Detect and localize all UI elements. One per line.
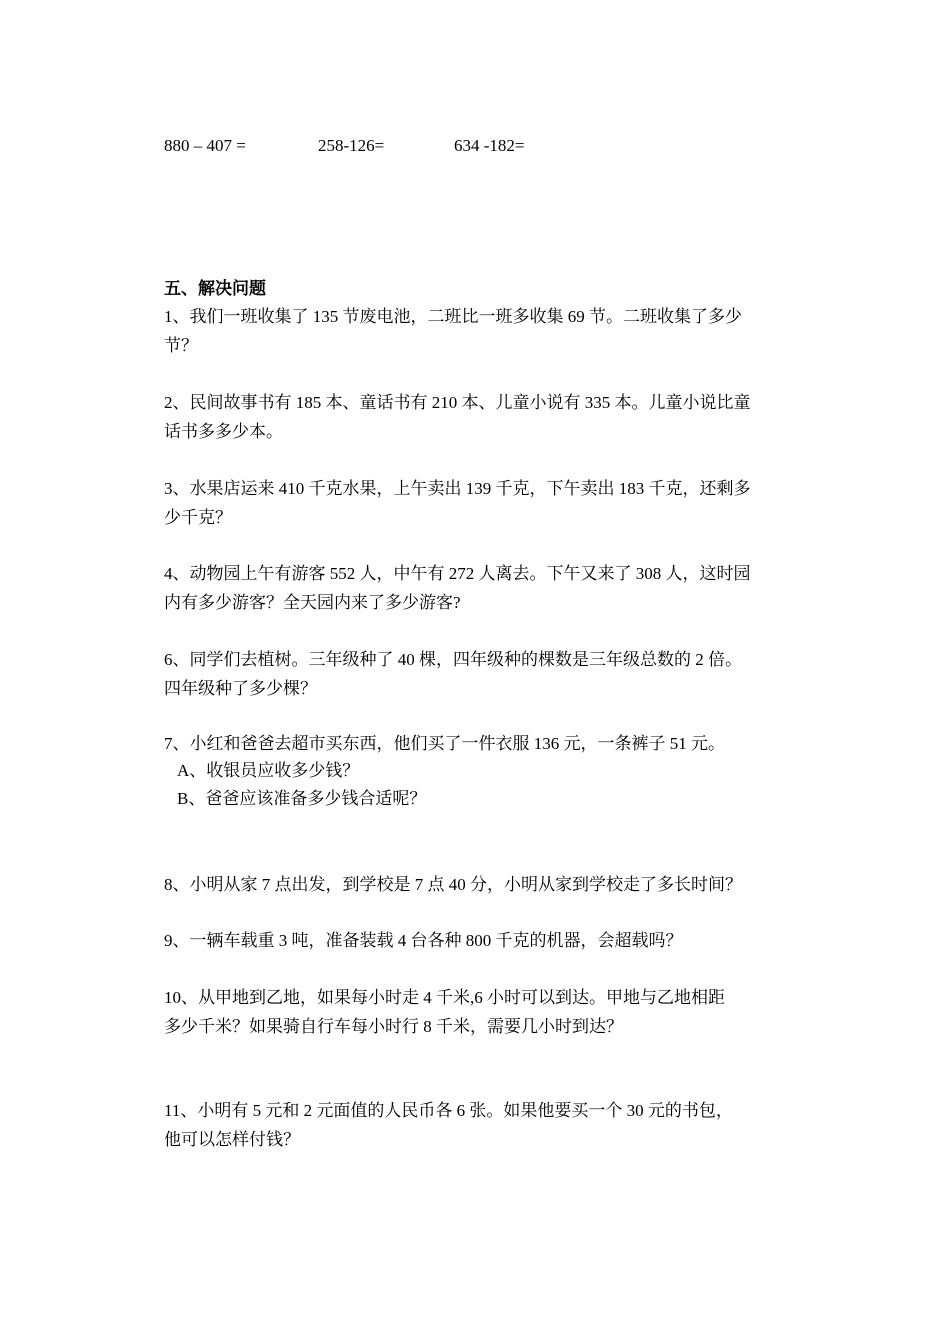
calculation-1: 880 – 407 = xyxy=(164,136,246,155)
calculation-2: 258-126= xyxy=(318,136,385,155)
calculation-3: 634 -182= xyxy=(454,136,525,155)
problem-6-line-1: 6、同学们去植树。三年级种了 40 棵，四年级种的棵数是三年级总数的 2 倍。 xyxy=(164,650,742,669)
problem-4-line-2: 内有多少游客？全天园内来了多少游客? xyxy=(164,593,461,612)
problem-8-line-1: 8、小明从家 7 点出发，到学校是 7 点 40 分，小明从家到学校走了多长时间？ xyxy=(164,875,742,894)
problem-6-line-2: 四年级种了多少棵？ xyxy=(164,679,317,698)
problem-4-line-1: 4、动物园上午有游客 552 人，中午有 272 人离去。下午又来了 308 人，这时园 xyxy=(164,564,751,583)
problem-11-line-2: 他可以怎样付钱？ xyxy=(164,1130,300,1149)
problem-10-line-2: 多少千米？如果骑自行车每小时行 8 千米，需要几小时到达？ xyxy=(164,1017,623,1036)
problem-7-part-a: A、收银员应收多少钱？ xyxy=(177,761,360,780)
problem-2-line-1: 2、民间故事书有 185 本、童话书有 210 本、儿童小说有 335 本。儿童小说比童 xyxy=(164,393,751,412)
problem-7-part-b: B、爸爸应该准备多少钱合适呢？ xyxy=(177,789,427,808)
section-title: 五、解决问题 xyxy=(164,279,266,298)
problem-1-line-1: 1、我们一班收集了 135 节废电池，二班比一班多收集 69 节。二班收集了多少 xyxy=(164,307,742,326)
problem-9-line-1: 9、一辆车载重 3 吨，准备装载 4 台各种 800 千克的机器，会超载吗？ xyxy=(164,931,683,950)
problem-3-line-2: 少千克？ xyxy=(164,508,232,527)
problem-10-line-1: 10、从甲地到乙地，如果每小时走 4 千米,6 小时可以到达。甲地与乙地相距 xyxy=(164,988,725,1007)
problem-11-line-1: 11、小明有 5 元和 2 元面值的人民币各 6 张。如果他要买一个 30 元的书包， xyxy=(164,1101,733,1120)
problem-3-line-1: 3、水果店运来 410 千克水果，上午卖出 139 千克，下午卖出 183 千克，还剩多 xyxy=(164,479,751,498)
problem-7-line-1: 7、小红和爸爸去超市买东西，他们买了一件衣服 136 元，一条裤子 51 元。 xyxy=(164,734,725,753)
problem-2-line-2: 话书多多少本。 xyxy=(164,422,283,441)
problem-1-line-2: 节？ xyxy=(164,336,198,355)
